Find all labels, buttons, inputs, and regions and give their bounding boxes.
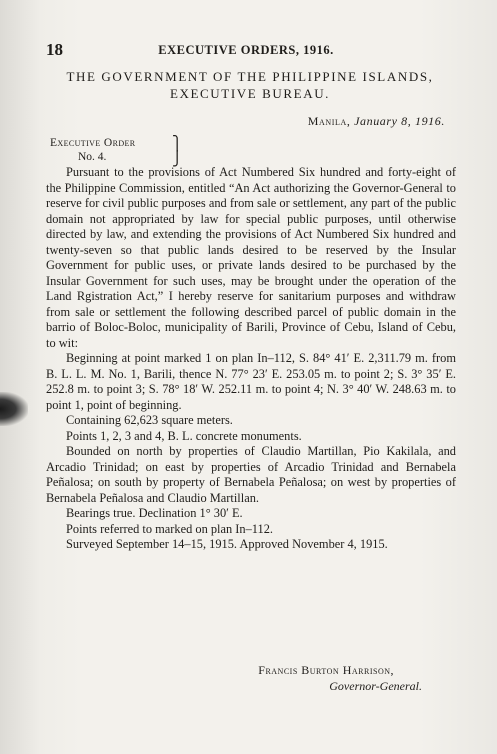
paragraph: Bearings true. Declination 1° 30′ E. [66,506,243,520]
paragraph: Beginning at point marked 1 on plan In–112, S. 84° 41′ E. 2,311.79 m. from B. L. L. M. No. 1, Barili, thence N. 77° 23′ E. 253.05 m. to point 2; S. 3° 35′ E. 252.8 m. to point 3; S. 78° 18′ W. 252.11 m. to point 4; N. 3° 40′ W. 248.63 m. to point 1, point of beginning. [46,351,456,412]
paragraph: Surveyed September 14–15, 1915. Approved November 4, 1915. [66,537,388,551]
signature-block [46,662,446,694]
paragraph: Points 1, 2, 3 and 4, B. L. concrete monuments. [66,428,302,443]
order-label [50,136,136,164]
scan-thumb-shadow [0,392,28,426]
title-line-1: THE GOVERNMENT OF THE PHILIPPINE ISLANDS, [66,69,434,84]
paragraph: Points referred to marked on plan In–112. [66,521,274,536]
page-header [46,40,446,60]
paragraph: Pursuant to the provisions of Act Numbered Six hundred and forty-eight of the Philippine Commission, entitled “An Act authorizing the Governor-General to reserve for civil public purposes and from sale or settlement, any part of the public domain not appropriated by law for special public purposes, until otherwise directed by law, and extending the provisions of Act Numbered Six hundred and twenty-seven so that public lands desired to be reserved by the Insular Government for public uses, or private lands desired to be purchased by the Insular Government for such uses, may be brought under the operation of the Land Rgistration Act,” I hereby reserve for sanitarium purposes and withdraw from sale or settlement the following described parcel of public domain in the barrio of Boloc-Boloc, municipality of Barili, Province of Cebu, Island of Cebu, to wit: [46,165,456,350]
signatory-title: Governor-General. [329,679,422,693]
signatory-name: Francis Burton Harrison, [258,663,394,677]
dateline [308,114,445,129]
dateline-date: January 8, 1916. [354,114,445,128]
order-label-text: Executive Order [50,137,136,149]
running-head: EXECUTIVE ORDERS, 1916. [158,43,334,57]
document-title [40,68,460,102]
page-number: 18 [46,40,63,59]
brace-mark: ⎫ ⎭ [172,137,183,167]
order-number: No. 4. [78,151,107,163]
dateline-place: Manila, [307,114,351,128]
paragraph: Bounded on north by properties of Claudio Martillan, Pio Kakilala, and Arcadio Trinidad; on east by properties of Arcadio Trinidad and Bernabela Peñalosa; on south by property of Bernabela Peñalosa; on west by properties of Bernabela Peñalosa and Claudio Martillan. [46,444,456,505]
document-body [46,165,456,553]
paragraph: Containing 62,623 square meters. [66,413,233,427]
title-line-2: EXECUTIVE BUREAU. [169,86,331,101]
